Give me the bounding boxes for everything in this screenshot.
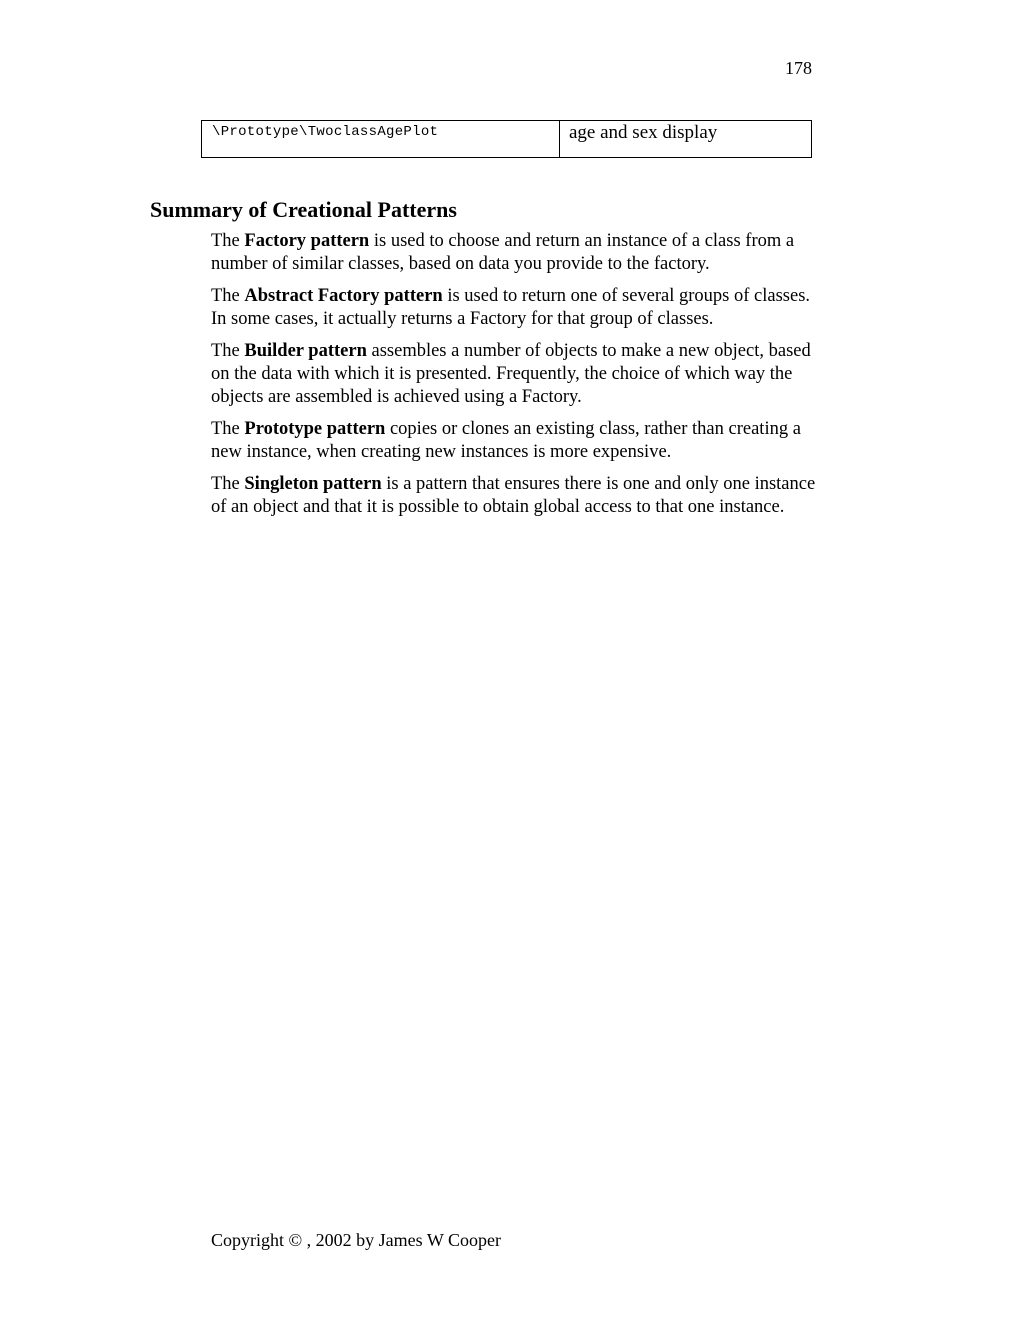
paragraph-text: is a pattern that ensures there is one and only one instance of an object and that it is possible to obtain global access to that one instance. (211, 474, 816, 517)
paragraph-lead: The (211, 419, 245, 439)
paragraph-singleton (211, 473, 816, 519)
paragraph-prototype (211, 418, 816, 464)
paragraph-lead: The (211, 474, 245, 494)
paragraph-lead: The (211, 341, 245, 361)
table-row (202, 121, 812, 158)
pattern-name: Factory pattern (244, 231, 370, 251)
paragraph-text: is used to choose and return an instance of a class from a number of similar classes, based on data you provide to the factory. (211, 231, 795, 274)
paragraph-abstract-factory (211, 285, 816, 331)
paragraph-text: assembles a number of objects to make a new object, based on the data with which it is presented. Frequently, the choice of which way the objects are assembled is achieved using a Factory. (211, 341, 811, 407)
pattern-name: Builder pattern (244, 341, 367, 361)
pattern-name: Abstract Factory pattern (244, 286, 443, 306)
paragraph-text: is used to return one of several groups of classes. In some cases, it actually returns a Factory for that group of classes. (211, 286, 811, 329)
pattern-name: Singleton pattern (244, 474, 382, 494)
file-path-cell: \Prototype\TwoclassAgePlot (202, 121, 560, 158)
paragraph-text: copies or clones an existing class, rather than creating a new instance, when creating new instances is more expensive. (211, 419, 801, 462)
pattern-name: Prototype pattern (244, 419, 386, 439)
paragraph-lead: The (211, 286, 245, 306)
section-title: Summary of Creational Patterns (150, 197, 457, 222)
paragraph-factory (211, 230, 816, 276)
file-description-cell: age and sex display (560, 121, 812, 158)
paragraph-builder (211, 340, 816, 409)
paragraph-lead: The (211, 231, 245, 251)
copyright-footer: Copyright © , 2002 by James W Cooper (211, 1230, 501, 1250)
section-body (211, 230, 816, 528)
page-number: 178 (785, 58, 812, 78)
file-table (201, 120, 812, 158)
